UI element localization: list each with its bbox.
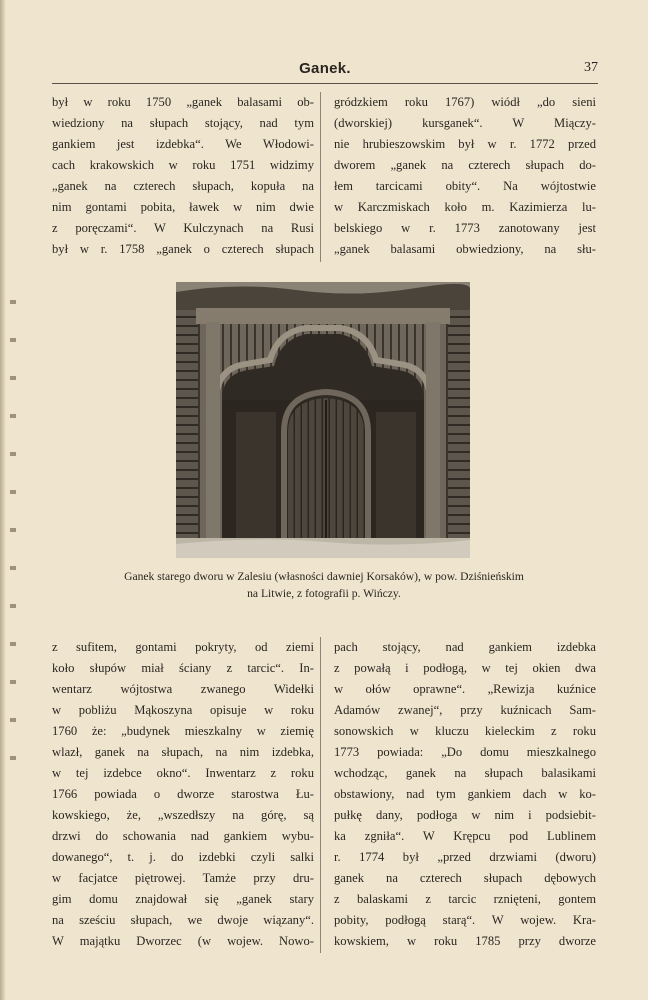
text-line: z poręczami“. W Kulczynach na Rusi [52,221,314,235]
text-line: ganek na czterech słupach dębowych [334,871,596,885]
text-line: kowskiem, w roku 1785 przy dworze [334,934,596,948]
text-line: obstawiony, nad tym gankiem dach w ko- [334,787,596,801]
text-line: nie hrubieszowskim był w r. 1772 przed [334,137,596,151]
text-line: 1773 powiada: „Do domu mieszkalnego [334,745,596,759]
text-line: wiedziony na słupach stojący, nad tym [52,116,314,130]
text-line: łem tarcicami obity“. Na wójtostwie [334,179,596,193]
text-line: pułkę dany, podłoga w nim i podsiebit- [334,808,596,822]
page-title: Ganek. [299,60,351,77]
text-column-top-right [334,92,596,260]
text-column-top-left [52,92,314,260]
text-column-bottom-right [334,637,596,952]
page-edge [0,0,6,1000]
text-line: w pobliżu Mąkoszyna opisuje w roku [52,703,314,717]
text-line: sonowskich w kluczu kieleckim z roku [334,724,596,738]
text-line: pobity, podłogą starą“. W wojew. Kra- [334,913,596,927]
column-divider-top [320,92,321,262]
text-column-bottom-left [52,637,314,952]
text-line: był w roku 1750 „ganek balasami ob- [52,95,314,109]
text-line: cach krakowskich w roku 1751 widzimy [52,158,314,172]
text-line: z powałą i podłogą, w tej okien dwa [334,661,596,675]
text-line: koło słupów miał ściany z tarcic“. In- [52,661,314,675]
text-line: dworem „ganek na czterech słupach do- [334,158,596,172]
text-line: z sufitem, gontami pokryty, od ziemi [52,640,314,654]
binding-stitches [10,300,16,780]
text-line: drzwi do schowania nad gankiem wybu- [52,829,314,843]
text-line: „ganek na czterech słupach, kopuła na [52,179,314,193]
text-line: (dworskiej) kursganek“. W Miączy- [334,116,596,130]
text-line: na sześciu słupach, we dwoje wiązany“. [52,913,314,927]
text-line: wchodząc, ganek na słupach balasikami [334,766,596,780]
text-line: dowanego“, t. j. do izdebki czyli salki [52,850,314,864]
text-line: 1766 powiada o dworze starostwa Łu- [52,787,314,801]
text-line: w ołów oprawne“. „Rewizja kuźnice [334,682,596,696]
text-line: był w r. 1758 „ganek o czterech słupach [52,242,314,256]
text-line: gim domu znajdował się „ganek stary [52,892,314,906]
page-number: 37 [584,60,598,75]
text-line: 1760 że: „budynek mieszkalny w ziemię [52,724,314,738]
header-rule [52,83,598,84]
caption-line-1: Ganek starego dworu w Zalesiu (własności dawniej Korsaków), w pow. Dziśnieńskim [124,570,524,583]
text-line: z balaskami z tarcic rznięteni, gontem [334,892,596,906]
text-line: ka zgniła“. W Krępcu pod Lublinem [334,829,596,843]
text-line: nim gontami pobita, ławek w nim dwie [52,200,314,214]
text-line: wentarz wójtostwa zwanego Widełki [52,682,314,696]
photo-porch [176,282,470,558]
text-line: w tej izdebce okno“. Inwentarz z roku [52,766,314,780]
text-line: W majątku Dworzec (w wojew. Nowo- [52,934,314,948]
running-head [52,60,598,82]
text-line: kowskiego, że, „wszedłszy na górę, są [52,808,314,822]
text-line: wlazł, ganek na słupach, na nim izdebka, [52,745,314,759]
text-line: w Karczmiskach koło m. Kazimierza lu- [334,200,596,214]
figure-caption [60,568,588,602]
text-line: Adamów zwanej“, przy kuźnicach Sam- [334,703,596,717]
text-line: gankiem jest izdebka“. We Włodowi- [52,137,314,151]
text-line: belskiego w r. 1773 zanotowany jest [334,221,596,235]
text-line: w facjatce piętrowej. Tamże przy dru- [52,871,314,885]
text-line: gródzkiem roku 1767) wiódł „do sieni [334,95,596,109]
text-line: pach stojący, nad gankiem izdebka [334,640,596,654]
text-line: „ganek balasami obwiedziony, na słu- [334,242,596,256]
column-divider-bottom [320,637,321,953]
caption-line-2: na Litwie, z fotografii p. Wińczy. [247,587,401,600]
text-line: r. 1774 był „przed drzwiami (dworu) [334,850,596,864]
